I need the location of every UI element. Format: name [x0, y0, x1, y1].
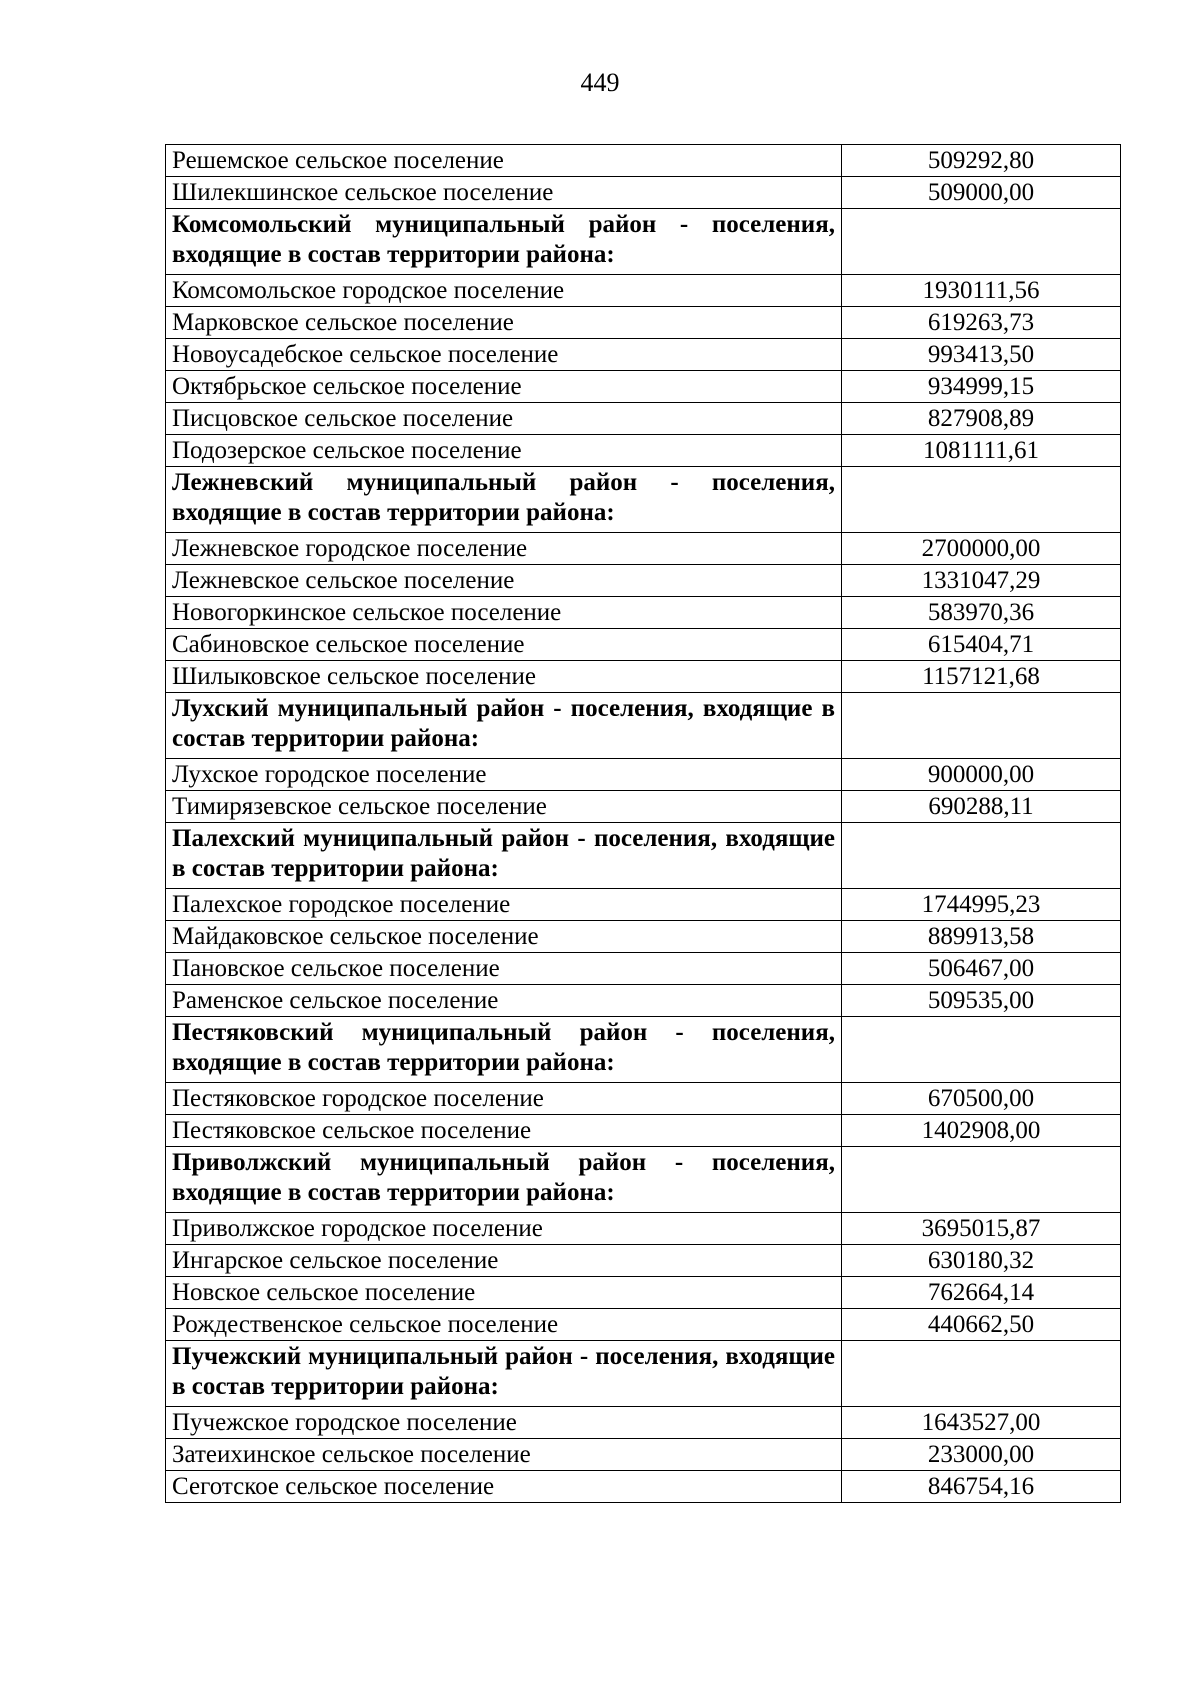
- settlement-name-cell: Лухское городское поселение: [166, 759, 842, 791]
- settlement-name-cell: Затеихинское сельское поселение: [166, 1439, 842, 1471]
- settlement-row: [166, 435, 1121, 467]
- settlement-row: [166, 1407, 1121, 1439]
- settlement-name-cell: Пановское сельское поселение: [166, 953, 842, 985]
- district-name-cell: Комсомольский муниципальный район - поселения, входящие в состав территории района:: [166, 209, 842, 275]
- settlement-row: [166, 307, 1121, 339]
- settlement-value-cell: 1744995,23: [842, 889, 1121, 921]
- settlement-value-cell: 1157121,68: [842, 661, 1121, 693]
- settlement-name-cell: Новогоркинское сельское поселение: [166, 597, 842, 629]
- settlement-name-cell: Майдаковское сельское поселение: [166, 921, 842, 953]
- page-number: 449: [580, 68, 620, 97]
- settlement-value-cell: 233000,00: [842, 1439, 1121, 1471]
- settlement-name-cell: Пестяковское городское поселение: [166, 1083, 842, 1115]
- settlement-value-cell: 509292,80: [842, 145, 1121, 177]
- settlement-row: [166, 1439, 1121, 1471]
- settlement-value-cell: 993413,50: [842, 339, 1121, 371]
- settlement-name-cell: Лежневское сельское поселение: [166, 565, 842, 597]
- settlement-row: [166, 759, 1121, 791]
- settlement-row: [166, 661, 1121, 693]
- settlement-value-cell: 670500,00: [842, 1083, 1121, 1115]
- settlement-name-cell: Рождественское сельское поселение: [166, 1309, 842, 1341]
- settlement-row: [166, 275, 1121, 307]
- settlement-name-cell: Лежневское городское поселение: [166, 533, 842, 565]
- settlement-row: [166, 953, 1121, 985]
- settlement-value-cell: 846754,16: [842, 1471, 1121, 1503]
- settlement-name-cell: Подозерское сельское поселение: [166, 435, 842, 467]
- settlement-name-cell: Решемское сельское поселение: [166, 145, 842, 177]
- settlement-row: [166, 1213, 1121, 1245]
- district-name-cell: Лухский муниципальный район - поселения, входящие в состав территории района:: [166, 693, 842, 759]
- settlement-value-cell: 1930111,56: [842, 275, 1121, 307]
- settlement-value-cell: 619263,73: [842, 307, 1121, 339]
- settlement-name-cell: Палехское городское поселение: [166, 889, 842, 921]
- settlements-budget-table: [165, 144, 1121, 1503]
- table-body: [166, 145, 1121, 1503]
- settlement-row: [166, 177, 1121, 209]
- settlement-value-cell: 3695015,87: [842, 1213, 1121, 1245]
- settlement-row: [166, 1277, 1121, 1309]
- district-header-row: [166, 1017, 1121, 1083]
- settlement-row: [166, 1471, 1121, 1503]
- settlement-name-cell: Сеготское сельское поселение: [166, 1471, 842, 1503]
- settlement-row: [166, 889, 1121, 921]
- district-header-row: [166, 1341, 1121, 1407]
- settlement-value-cell: 509535,00: [842, 985, 1121, 1017]
- settlement-value-cell: 1331047,29: [842, 565, 1121, 597]
- district-name-cell: Пестяковский муниципальный район - поселения, входящие в состав территории района:: [166, 1017, 842, 1083]
- settlement-value-cell: 615404,71: [842, 629, 1121, 661]
- district-value-cell: [842, 823, 1121, 889]
- district-name-cell: Пучежский муниципальный район - поселения, входящие в состав территории района:: [166, 1341, 842, 1407]
- district-value-cell: [842, 1147, 1121, 1213]
- settlement-value-cell: 889913,58: [842, 921, 1121, 953]
- settlement-value-cell: 762664,14: [842, 1277, 1121, 1309]
- settlement-row: [166, 985, 1121, 1017]
- settlement-name-cell: Приволжское городское поселение: [166, 1213, 842, 1245]
- settlement-value-cell: 506467,00: [842, 953, 1121, 985]
- settlement-value-cell: 690288,11: [842, 791, 1121, 823]
- district-name-cell: Приволжский муниципальный район - поселения, входящие в состав территории района:: [166, 1147, 842, 1213]
- settlement-name-cell: Марковское сельское поселение: [166, 307, 842, 339]
- settlement-value-cell: 934999,15: [842, 371, 1121, 403]
- settlement-row: [166, 921, 1121, 953]
- settlement-name-cell: Пучежское городское поселение: [166, 1407, 842, 1439]
- settlement-name-cell: Пестяковское сельское поселение: [166, 1115, 842, 1147]
- district-header-row: [166, 823, 1121, 889]
- district-header-row: [166, 693, 1121, 759]
- settlement-row: [166, 1083, 1121, 1115]
- settlement-name-cell: Писцовское сельское поселение: [166, 403, 842, 435]
- settlement-value-cell: 509000,00: [842, 177, 1121, 209]
- settlement-row: [166, 1309, 1121, 1341]
- district-value-cell: [842, 1017, 1121, 1083]
- settlement-name-cell: Сабиновское сельское поселение: [166, 629, 842, 661]
- settlement-row: [166, 533, 1121, 565]
- settlement-row: [166, 403, 1121, 435]
- district-header-row: [166, 209, 1121, 275]
- settlement-row: [166, 565, 1121, 597]
- settlement-name-cell: Октябрьское сельское поселение: [166, 371, 842, 403]
- settlement-name-cell: Тимирязевское сельское поселение: [166, 791, 842, 823]
- district-name-cell: Палехский муниципальный район - поселения, входящие в состав территории района:: [166, 823, 842, 889]
- settlement-value-cell: 827908,89: [842, 403, 1121, 435]
- district-value-cell: [842, 209, 1121, 275]
- district-name-cell: Лежневский муниципальный район - поселения, входящие в состав территории района:: [166, 467, 842, 533]
- settlement-value-cell: 2700000,00: [842, 533, 1121, 565]
- settlement-value-cell: 1081111,61: [842, 435, 1121, 467]
- settlement-value-cell: 1402908,00: [842, 1115, 1121, 1147]
- settlement-row: [166, 791, 1121, 823]
- settlement-row: [166, 371, 1121, 403]
- settlement-row: [166, 1115, 1121, 1147]
- district-value-cell: [842, 467, 1121, 533]
- settlement-name-cell: Шилыковское сельское поселение: [166, 661, 842, 693]
- settlement-row: [166, 1245, 1121, 1277]
- settlement-row: [166, 145, 1121, 177]
- settlement-value-cell: 900000,00: [842, 759, 1121, 791]
- settlement-name-cell: Новоусадебское сельское поселение: [166, 339, 842, 371]
- settlement-row: [166, 629, 1121, 661]
- district-value-cell: [842, 1341, 1121, 1407]
- settlement-row: [166, 339, 1121, 371]
- settlement-name-cell: Ингарское сельское поселение: [166, 1245, 842, 1277]
- district-header-row: [166, 1147, 1121, 1213]
- settlement-row: [166, 597, 1121, 629]
- settlement-name-cell: Комсомольское городское поселение: [166, 275, 842, 307]
- settlement-name-cell: Шилекшинское сельское поселение: [166, 177, 842, 209]
- settlement-value-cell: 630180,32: [842, 1245, 1121, 1277]
- district-header-row: [166, 467, 1121, 533]
- settlement-name-cell: Новское сельское поселение: [166, 1277, 842, 1309]
- district-value-cell: [842, 693, 1121, 759]
- settlement-value-cell: 1643527,00: [842, 1407, 1121, 1439]
- settlement-value-cell: 583970,36: [842, 597, 1121, 629]
- settlement-value-cell: 440662,50: [842, 1309, 1121, 1341]
- settlement-name-cell: Раменское сельское поселение: [166, 985, 842, 1017]
